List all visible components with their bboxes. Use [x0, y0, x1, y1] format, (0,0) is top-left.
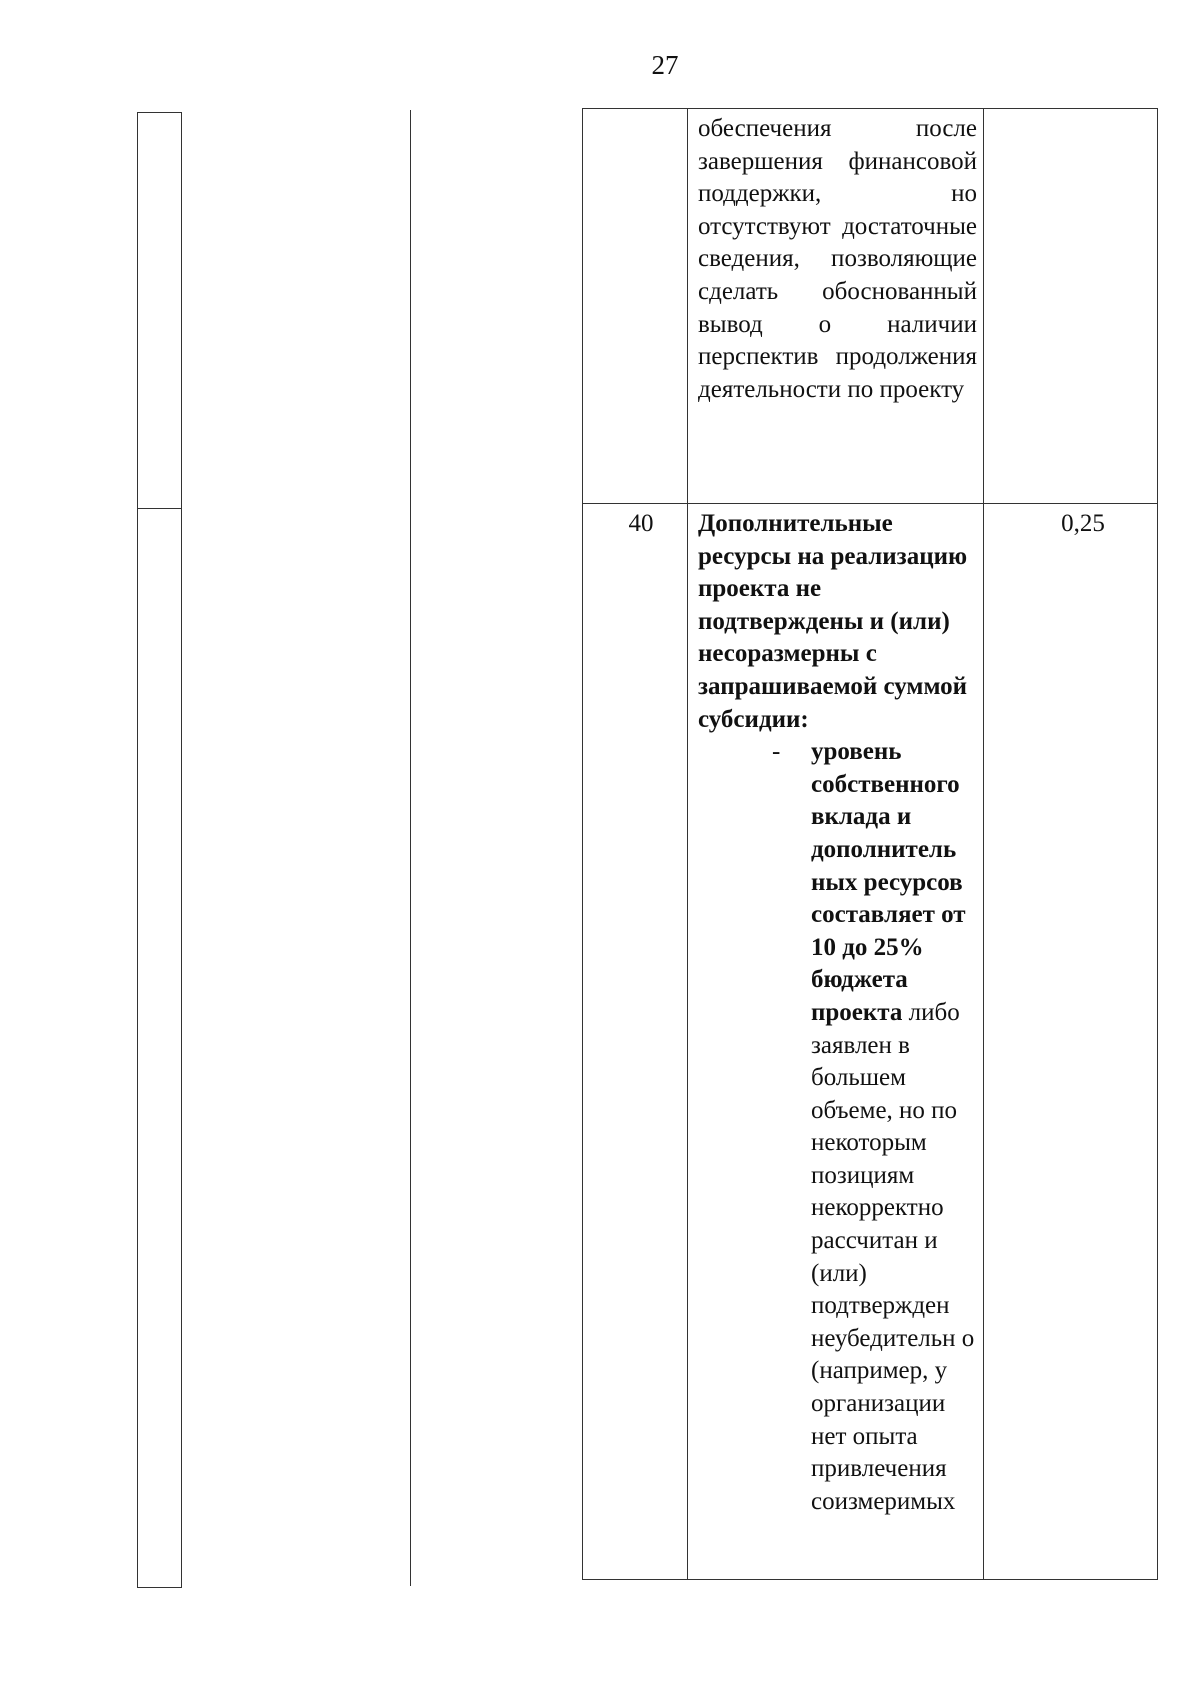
left-column-border-right: [181, 112, 182, 1588]
criterion-heading: Дополнительные ресурсы на реализацию проекта не подтверждены и (или) несоразмерны с запрашиваемой суммой субсидии:: [698, 510, 968, 733]
table-border-right: [1157, 108, 1158, 1580]
criterion-bullet: [698, 736, 979, 1518]
second-column-line: [410, 110, 411, 1586]
table-row-divider: [582, 503, 1158, 504]
criterion-description: [698, 508, 979, 1518]
table-border-top: [582, 108, 1158, 109]
page-number: 27: [651, 50, 679, 80]
row-number: 40: [628, 510, 654, 537]
table-border-bottom: [582, 1579, 1158, 1580]
left-column-row-divider: [137, 508, 182, 509]
table-border-left: [582, 108, 583, 1580]
bullet-bold-text: уровень собственного вклада и дополнитель ных ресурсов составляет от 10 до 25% бюджета проекта: [811, 738, 966, 1026]
table-column-divider-1: [687, 108, 688, 1580]
left-column-border-top: [137, 112, 182, 113]
left-column-border-left: [137, 112, 138, 1588]
table-column-divider-2: [983, 108, 984, 1580]
score-value: 0,25: [1061, 510, 1105, 537]
bullet-marker: -: [772, 738, 781, 766]
bullet-regular-text: либо заявлен в большем объеме, но по некоторым позициям некорректно рассчитан и (или) подтвержден неубедительн о (например, у организации нет опыта привлечения соизмеримых: [811, 998, 975, 1515]
left-column-border-bottom: [137, 1587, 182, 1588]
continuation-cell-text: обеспечения после завершения финансовой поддержки, но отсутствуют достаточные сведения, позволяющие сделать обоснованный вывод о наличии перспектив продолжения деятельности по проекту: [698, 115, 977, 403]
